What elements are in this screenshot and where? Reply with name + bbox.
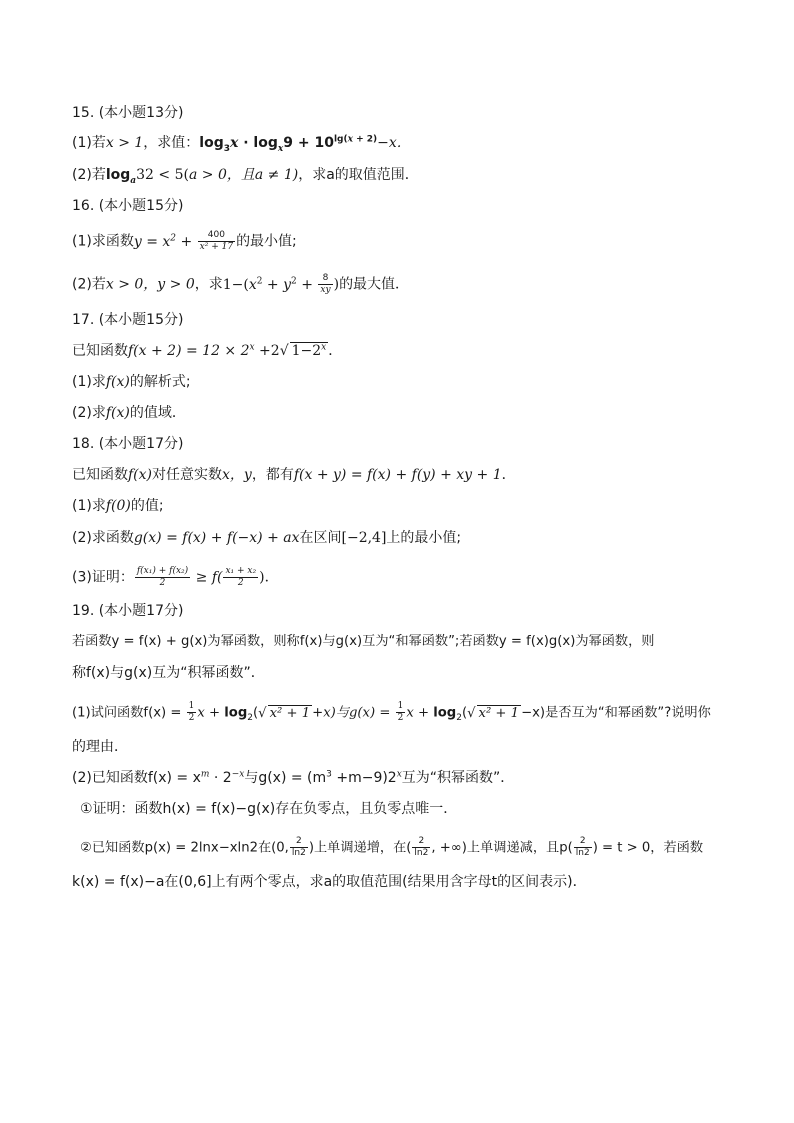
q19-part1: (1)试问函数f(x) = $\frac{1}{2}$ $x + \log_2(√$ x² + 1 +x)与g(x) = $\frac{1}{2}$ $x + \log_2(√$ x² + 1 −x)是否互为“和幂函数”?说明你 <box>72 701 711 724</box>
q19-sub1 <box>80 799 457 819</box>
q17-part2 <box>72 403 186 423</box>
q19-p2-b: · 2 <box>209 770 232 786</box>
q19-line1 <box>72 632 655 652</box>
q16-part2 <box>72 273 409 296</box>
q18-p2-interval: [−2,4] <box>341 530 387 546</box>
q17-sqrt-body: 1−2 <box>291 343 322 359</box>
q19-frac-2ln2-1 <box>290 836 308 859</box>
q18-p3-end: )． <box>259 569 279 586</box>
q17-sqrt-exp: x <box>321 342 327 353</box>
q17-sqrt: √ $1-2^x$ <box>279 342 327 359</box>
q17-p1-suffix: 的解析式; <box>129 374 191 390</box>
q19-line2-text: 称f(x)与g(x)互为“积幂函数”． <box>72 665 265 681</box>
q17-header <box>72 310 183 330</box>
q17-stem-prefix: 已知函数 <box>72 343 128 359</box>
q19-frac-2ln2-3 <box>574 836 592 859</box>
q19-line8 <box>72 872 587 892</box>
q18-p3-prefix: (3)证明： <box>72 569 134 586</box>
q19-frac-half-1: $\frac{1}{2}$ <box>188 701 195 723</box>
q16-frac1-num: 400 <box>198 230 235 242</box>
q19-sqrt2-body: x² + 1 <box>478 705 520 721</box>
q15-p1-tail: −x． <box>377 135 411 151</box>
q18-p1-suffix: 的值; <box>130 498 164 514</box>
q19-p1-d: x + <box>406 705 434 721</box>
q19-p2-a: (2)已知函数f(x) = x <box>72 770 201 786</box>
q18-frac2-num: x₁ + x₂ <box>225 566 257 576</box>
q18-stem-end: ． <box>501 467 516 483</box>
q15-p2-prefix: (2)若 <box>72 167 106 183</box>
q19-p1-b: x + <box>197 705 225 721</box>
q16-paren: ) <box>333 276 340 293</box>
q18-stem-mid2: ，都有 <box>251 467 294 483</box>
q19-log1: log <box>224 705 248 721</box>
q19-line1-text: 若函数y = f(x) + g(x)为幂函数，则称f(x)与g(x)互为“和幂函数”;若函数y = f(x)g(x)为幂函数，则 <box>72 634 655 649</box>
q19-sqrt2: √ x² + 1 <box>467 705 520 721</box>
q19-sub2-d: ) = t > 0，若函数 <box>592 840 704 856</box>
q19-frac1-den: ln2 <box>291 848 306 858</box>
q19-frac1-num: 2 <box>290 836 308 848</box>
q19-sub1-text: 证明：函数h(x) = f(x)−g(x)存在负零点，且负零点唯一． <box>92 801 458 817</box>
q17-p2-f: f(x) <box>105 405 130 421</box>
q15-p1-cond: x > 1 <box>105 135 144 151</box>
q16-header <box>72 196 183 216</box>
q18-stem-mid: 对任意实数 <box>152 467 223 483</box>
q19-sub2-b: )上单调递增，在( <box>308 840 412 856</box>
q15-p2-mid: 32 < 5( <box>136 167 189 183</box>
q18-p2-eq: g(x) = f(x) + f(−x) + ax <box>133 530 300 546</box>
q16-p2-cond: x > 0，y > 0 <box>105 276 195 293</box>
q15-expr: $\log_3x \cdot \log_x9 + 10^{lg(x + 2)}$ <box>199 134 378 154</box>
q19-line4-text: 的理由． <box>72 739 128 755</box>
q17-p2-prefix: (2)求 <box>72 405 106 421</box>
q19-p2-exp1: m <box>200 769 210 780</box>
q17-stem-expr: f(x + 2) = 12 × 2 <box>128 343 250 359</box>
q18-part3 <box>72 566 279 589</box>
q18-stem-prefix: 已知函数 <box>72 467 128 483</box>
q19-line4 <box>72 737 128 757</box>
q19-frac-half-2: $\frac{1}{2}$ <box>397 701 404 723</box>
q16-part1 <box>72 230 297 253</box>
q15-header-text: 15. (本小题13分) <box>72 105 184 121</box>
q19-p1-a: (1)试问函数f(x) = <box>72 705 182 721</box>
q16-frac2-num: 8 <box>318 273 332 285</box>
q18-frac1 <box>135 566 190 589</box>
q17-stem-plus: +2 <box>254 343 280 359</box>
q17-p1-f: f(x) <box>105 374 130 390</box>
q18-frac2 <box>223 566 258 589</box>
q15-part1 <box>72 133 411 153</box>
q15-p2-suffix: ，求a的取值范围． <box>298 167 419 183</box>
q19-p1-c: x)与g(x) = <box>323 705 391 721</box>
q19-sqrt1-body: x² + 1 <box>269 705 311 721</box>
q19-line2 <box>72 663 265 683</box>
q18-p3-ge: ≥ f( <box>191 569 223 586</box>
q17-p2-suffix: 的值域． <box>129 405 186 421</box>
q15-part2 <box>72 165 419 185</box>
q16-p1-suffix: 的最小值; <box>236 233 297 250</box>
q19-header-text: 19. (本小题17分) <box>72 603 184 619</box>
q19-circled-2: ② <box>80 840 92 856</box>
q19-log2: log <box>433 705 457 721</box>
q17-p1-prefix: (1)求 <box>72 374 106 390</box>
q19-p1-e: −x)是否互为“和幂函数”?说明你 <box>521 705 711 721</box>
q19-frac2-den: ln2 <box>414 848 429 858</box>
q18-part1 <box>72 496 164 516</box>
q19-frac-2ln2-2 <box>412 836 430 859</box>
q18-stem <box>72 465 516 485</box>
q17-part1 <box>72 372 191 392</box>
q19-p2-exp2: −x <box>231 769 245 780</box>
q19-p2-e: 互为“积幂函数”． <box>401 770 515 786</box>
q16-frac2-den: xy <box>320 285 331 295</box>
q19-p2-c: 与g(x) = (m <box>244 770 327 786</box>
q17-stem-end: ． <box>328 343 343 359</box>
q18-p1-f: f(0) <box>105 498 131 514</box>
q18-stem-vars: x，y <box>222 467 252 483</box>
q16-frac2 <box>318 273 332 296</box>
q19-frac3-num: 2 <box>574 836 592 848</box>
q16-p1-prefix: (1)求函数 <box>72 233 134 250</box>
q18-header-text: 18. (本小题17分) <box>72 436 184 452</box>
q16-p2-prefix: (2)若 <box>72 276 106 293</box>
q16-p2-suffix: 的最大值． <box>339 276 410 293</box>
q19-sub2-c: , +∞)上单调递减，且p( <box>431 840 573 856</box>
q19-frac2-num: 2 <box>412 836 430 848</box>
q16-p2-mid: ，求 <box>194 276 223 293</box>
q18-frac2-den: 2 <box>237 578 244 588</box>
q17-stem <box>72 341 342 361</box>
q19-sqrt1: √ x² + 1 <box>258 705 311 721</box>
q18-p2-mid: 在区间 <box>299 530 342 546</box>
q18-stem-f: f(x) <box>128 467 153 483</box>
q18-p1-prefix: (1)求 <box>72 498 106 514</box>
q16-header-text: 16. (本小题15分) <box>72 198 184 214</box>
q19-p2-exp4: x <box>396 769 402 780</box>
q15-log-a: $\log_a$ <box>105 167 137 186</box>
q18-part2 <box>72 528 461 548</box>
q18-p2-prefix: (2)求函数 <box>72 530 134 546</box>
q19-p2-exp3: 3 <box>326 769 332 780</box>
q15-header <box>72 103 183 123</box>
q18-frac1-den: 2 <box>159 578 166 588</box>
q19-circled-1: ① <box>80 801 93 817</box>
q19-sub2-a: 已知函数p(x) = 2lnx−xln2在(0, <box>91 840 289 856</box>
q19-header <box>72 601 183 621</box>
q18-stem-eq: f(x + y) = f(x) + f(y) + xy + 1 <box>293 467 502 483</box>
q18-header <box>72 434 183 454</box>
q16-frac1-den: x² + 17 <box>199 242 234 252</box>
q16-expr: $y = x^2$ + <box>133 232 197 250</box>
q17-stem-exp: x <box>249 342 255 353</box>
q16-expr2: $1-(x^2 + y^2$ + <box>222 275 318 293</box>
q19-sub2 <box>80 836 703 859</box>
q16-frac1 <box>198 230 235 253</box>
q19-p2-d: +m−9)2 <box>331 770 397 786</box>
q15-p1-mid: ，求值： <box>143 135 200 151</box>
q15-p2-cond: a > 0，且a ≠ 1) <box>188 167 299 183</box>
q17-header-text: 17. (本小题15分) <box>72 312 184 328</box>
q18-p2-suffix: 上的最小值; <box>386 530 462 546</box>
q15-p1-prefix: (1)若 <box>72 135 106 151</box>
q19-frac3-den: ln2 <box>575 848 590 858</box>
q18-frac1-num: f(x₁) + f(x₂) <box>136 566 189 576</box>
q19-part2 <box>72 768 514 788</box>
q19-line8-text: k(x) = f(x)−a在(0,6]上有两个零点，求a的取值范围(结果用含字母t的区间表示)． <box>72 874 587 890</box>
